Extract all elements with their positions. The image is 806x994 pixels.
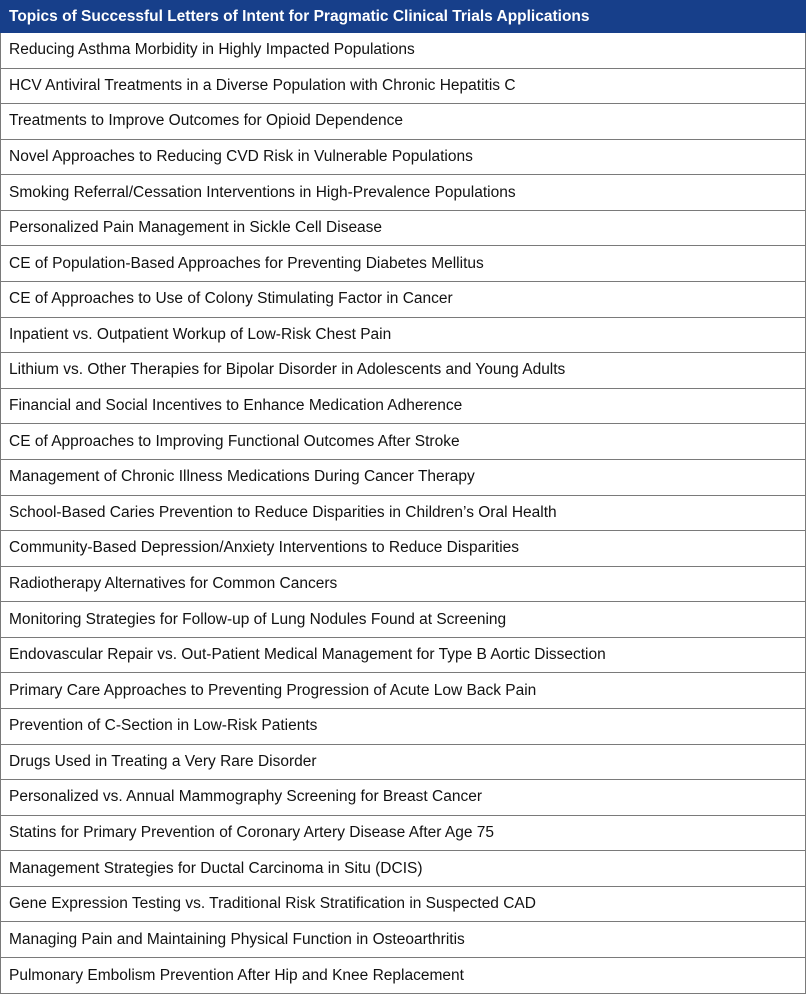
table-row xyxy=(1,531,806,567)
table-row xyxy=(1,673,806,709)
table-row xyxy=(1,282,806,318)
topic-cell: CE of Population-Based Approaches for Preventing Diabetes Mellitus xyxy=(1,246,806,282)
topic-cell: Personalized Pain Management in Sickle Cell Disease xyxy=(1,210,806,246)
topic-cell: Primary Care Approaches to Preventing Progression of Acute Low Back Pain xyxy=(1,673,806,709)
table-row xyxy=(1,602,806,638)
table-row xyxy=(1,744,806,780)
topic-cell: Personalized vs. Annual Mammography Screening for Breast Cancer xyxy=(1,780,806,816)
table-header: Topics of Successful Letters of Intent for Pragmatic Clinical Trials Applications xyxy=(1,1,806,33)
table-row xyxy=(1,317,806,353)
table-row xyxy=(1,459,806,495)
topic-cell: Prevention of C-Section in Low-Risk Patients xyxy=(1,708,806,744)
topic-cell: Management Strategies for Ductal Carcinoma in Situ (DCIS) xyxy=(1,851,806,887)
table-row xyxy=(1,958,806,994)
topic-cell: Inpatient vs. Outpatient Workup of Low-Risk Chest Pain xyxy=(1,317,806,353)
table-row xyxy=(1,886,806,922)
topic-cell: Drugs Used in Treating a Very Rare Disorder xyxy=(1,744,806,780)
topic-cell: Smoking Referral/Cessation Interventions in High-Prevalence Populations xyxy=(1,175,806,211)
table-row xyxy=(1,175,806,211)
topic-cell: Community-Based Depression/Anxiety Interventions to Reduce Disparities xyxy=(1,531,806,567)
table-row xyxy=(1,495,806,531)
table-row xyxy=(1,780,806,816)
table-row xyxy=(1,815,806,851)
table-row xyxy=(1,210,806,246)
table-row xyxy=(1,566,806,602)
table-row xyxy=(1,353,806,389)
topic-cell: CE of Approaches to Improving Functional Outcomes After Stroke xyxy=(1,424,806,460)
table-body xyxy=(1,33,806,994)
table-row xyxy=(1,246,806,282)
table-row xyxy=(1,424,806,460)
table-row xyxy=(1,851,806,887)
header-row xyxy=(1,1,806,33)
topic-cell: Monitoring Strategies for Follow-up of Lung Nodules Found at Screening xyxy=(1,602,806,638)
table-row xyxy=(1,708,806,744)
topic-cell: Gene Expression Testing vs. Traditional Risk Stratification in Suspected CAD xyxy=(1,886,806,922)
topic-cell: Pulmonary Embolism Prevention After Hip and Knee Replacement xyxy=(1,958,806,994)
topic-cell: Endovascular Repair vs. Out-Patient Medical Management for Type B Aortic Dissection xyxy=(1,637,806,673)
topic-cell: Managing Pain and Maintaining Physical Function in Osteoarthritis xyxy=(1,922,806,958)
table-row xyxy=(1,68,806,104)
topic-cell: Financial and Social Incentives to Enhance Medication Adherence xyxy=(1,388,806,424)
topic-cell: Novel Approaches to Reducing CVD Risk in Vulnerable Populations xyxy=(1,139,806,175)
table-row xyxy=(1,637,806,673)
table-row xyxy=(1,388,806,424)
table-row xyxy=(1,922,806,958)
table-row xyxy=(1,33,806,69)
topic-cell: Statins for Primary Prevention of Coronary Artery Disease After Age 75 xyxy=(1,815,806,851)
topic-cell: CE of Approaches to Use of Colony Stimulating Factor in Cancer xyxy=(1,282,806,318)
table-row xyxy=(1,104,806,140)
topic-cell: HCV Antiviral Treatments in a Diverse Population with Chronic Hepatitis C xyxy=(1,68,806,104)
topic-cell: School-Based Caries Prevention to Reduce Disparities in Children’s Oral Health xyxy=(1,495,806,531)
topic-cell: Management of Chronic Illness Medications During Cancer Therapy xyxy=(1,459,806,495)
topic-cell: Reducing Asthma Morbidity in Highly Impacted Populations xyxy=(1,33,806,69)
topic-cell: Radiotherapy Alternatives for Common Cancers xyxy=(1,566,806,602)
table-row xyxy=(1,139,806,175)
table-head xyxy=(1,1,806,33)
topic-cell: Lithium vs. Other Therapies for Bipolar Disorder in Adolescents and Young Adults xyxy=(1,353,806,389)
topic-cell: Treatments to Improve Outcomes for Opioid Dependence xyxy=(1,104,806,140)
